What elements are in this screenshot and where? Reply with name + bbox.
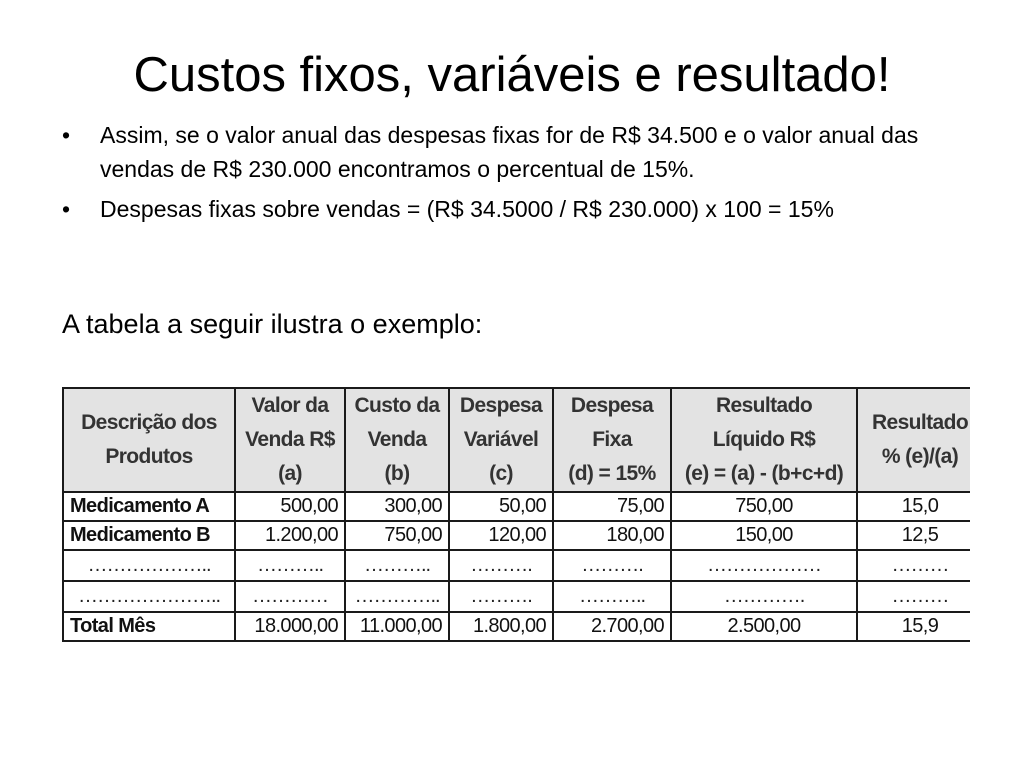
- table-cell: 11.000,00: [345, 612, 449, 641]
- intro-text: A tabela a seguir ilustra o exemplo:: [62, 309, 483, 339]
- header-cell-sale-value: Valor da Venda R$ (a): [235, 388, 345, 492]
- slide-title: Custos fixos, variáveis e resultado!: [133, 47, 891, 102]
- table-cell: ……….: [553, 550, 671, 581]
- table-cell: ………..: [345, 550, 449, 581]
- table-cell: 15,0: [857, 492, 970, 521]
- header-cell-net-result: Resultado Líquido R$ (e) = (a) - (b+c+d): [671, 388, 857, 492]
- table-cell: ………….: [671, 581, 857, 612]
- bullet-text: Despesas fixas sobre vendas = (R$ 34.5000 / R$ 230.000) x 100 = 15%: [100, 196, 834, 222]
- table-cell: 300,00: [345, 492, 449, 521]
- table-cell: Medicamento B: [63, 521, 235, 550]
- bullet-marker: •: [62, 122, 71, 148]
- table-cell: 750,00: [671, 492, 857, 521]
- table-cell: ………: [857, 550, 970, 581]
- table-cell: 75,00: [553, 492, 671, 521]
- table-cell: 12,5: [857, 521, 970, 550]
- table-cell: ………………: [671, 550, 857, 581]
- table-header-row: [63, 388, 970, 492]
- table-cell: ……….: [449, 550, 553, 581]
- header-cell-description: Descrição dos Produtos: [63, 388, 235, 492]
- header-cell-fixed-expense: Despesa Fixa (d) = 15%: [553, 388, 671, 492]
- table-cell: 150,00: [671, 521, 857, 550]
- table-cell: 15,9: [857, 612, 970, 641]
- header-cell-result-percent: Resultado % (e)/(a): [857, 388, 970, 492]
- table-cell: ………..: [553, 581, 671, 612]
- table-row-total: [63, 612, 970, 641]
- bullet-item: [62, 118, 942, 186]
- bullet-list: [62, 118, 942, 232]
- table-row: [63, 581, 970, 612]
- bullet-item: [62, 192, 942, 226]
- table-cell: 50,00: [449, 492, 553, 521]
- header-cell-sale-cost: Custo da Venda (b): [345, 388, 449, 492]
- table-cell: ………: [857, 581, 970, 612]
- bullet-text: Assim, se o valor anual das despesas fixas for de R$ 34.500 e o valor anual das vendas de R$ 230.000 encontramos o percentual de 15%.: [100, 122, 919, 182]
- table-row: [63, 550, 970, 581]
- table-cell: ……….: [449, 581, 553, 612]
- bullet-marker: •: [62, 196, 71, 222]
- table-cell: 180,00: [553, 521, 671, 550]
- table-cell: 18.000,00: [235, 612, 345, 641]
- table-cell: ………..: [235, 550, 345, 581]
- table-cell: 120,00: [449, 521, 553, 550]
- table-cell: 2.500,00: [671, 612, 857, 641]
- table-cell: Medicamento A: [63, 492, 235, 521]
- table-cell: …………: [235, 581, 345, 612]
- table-cell: 750,00: [345, 521, 449, 550]
- table-cell: ………………..: [63, 550, 235, 581]
- table-cell: …………..: [345, 581, 449, 612]
- table-cell: 500,00: [235, 492, 345, 521]
- results-table: [62, 387, 970, 642]
- table-row: [63, 521, 970, 550]
- table-cell: 1.200,00: [235, 521, 345, 550]
- table-cell: Total Mês: [63, 612, 235, 641]
- table-cell: …………………..: [63, 581, 235, 612]
- header-cell-variable-expense: Despesa Variável (c): [449, 388, 553, 492]
- results-table-container: [62, 387, 970, 642]
- table-row: [63, 492, 970, 521]
- table-cell: 1.800,00: [449, 612, 553, 641]
- table-cell: 2.700,00: [553, 612, 671, 641]
